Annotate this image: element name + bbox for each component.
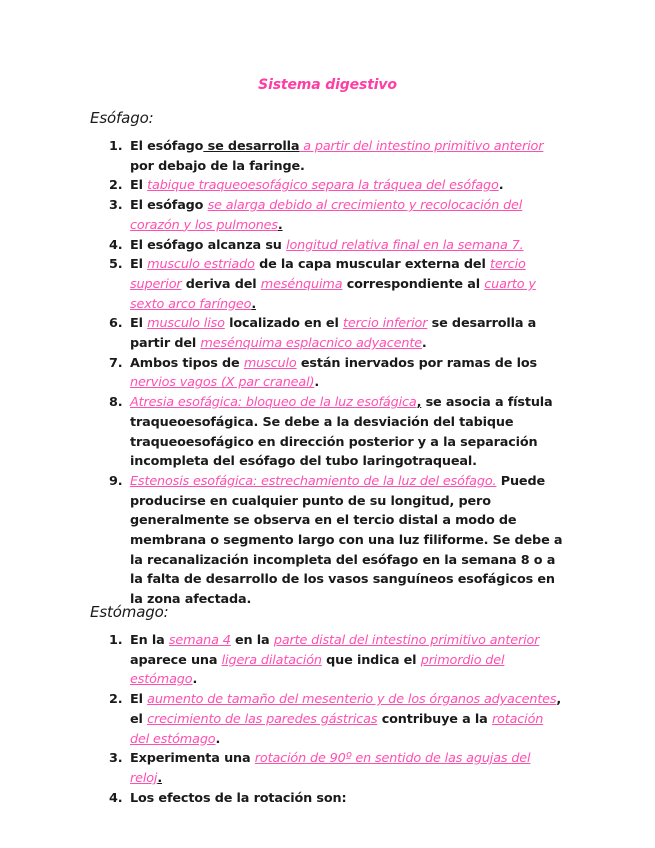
list-item-number: 3. <box>109 198 123 214</box>
item-text: . <box>157 770 163 786</box>
highlighted-term: aumento de tamaño del mesenterio y de los órganos adyacentes <box>147 692 557 708</box>
list-item <box>0 255 565 314</box>
estomago-list <box>0 631 655 808</box>
item-text: se desarrolla <box>203 139 300 154</box>
item-text: se asocia a fístula traqueoesofágica. Se debe a la desviación del tabique traqueoesofágico en dirección posterior y a la separación incompleta del esófago del tubo laringotraqueal. <box>130 395 553 470</box>
item-text: en la <box>230 633 274 648</box>
highlighted-term: mesénquima esplacnico adyacente <box>200 336 422 352</box>
esofago-list <box>0 137 655 610</box>
item-text: El <box>130 316 148 332</box>
item-text: , el <box>130 692 562 727</box>
list-item <box>0 176 565 196</box>
item-text: localizado en el <box>224 316 343 332</box>
item-text: . <box>277 217 283 233</box>
item-text: correspondiente al <box>342 276 485 292</box>
document-title: Sistema digestivo <box>258 77 397 93</box>
highlighted-term: tabique traqueoesofágico separa la tráquea del esófago <box>147 178 499 194</box>
item-text: deriva del <box>181 276 261 292</box>
item-text: . <box>251 296 257 312</box>
item-text: de la capa muscular externa del <box>254 257 490 273</box>
item-text: . <box>498 178 504 194</box>
highlighted-term: crecimiento de las paredes gástricas <box>147 711 378 727</box>
list-item-number: 4. <box>109 790 123 806</box>
item-text: En la <box>130 633 169 648</box>
list-item <box>0 472 565 610</box>
item-text: El <box>130 178 148 194</box>
item-text: . <box>421 336 427 352</box>
item-text: El <box>130 692 148 708</box>
highlighted-term: musculo <box>243 355 297 371</box>
list-item <box>0 789 565 809</box>
list-item <box>0 236 565 256</box>
item-text: que indica el <box>321 652 421 668</box>
item-text: El esófago <box>130 139 204 154</box>
list-item <box>0 354 565 393</box>
list-item-number: 1. <box>109 139 123 154</box>
list-item-number: 2. <box>109 692 123 708</box>
highlighted-term: semana 4 <box>168 633 231 648</box>
item-text: , <box>416 395 422 411</box>
highlighted-term: Atresia esofágica: bloqueo de la luz esofágica <box>130 395 417 411</box>
item-text: El esófago alcanza su <box>130 237 287 253</box>
list-item-number: 3. <box>109 751 123 767</box>
item-text: El <box>130 257 148 273</box>
item-text: . <box>192 672 198 688</box>
item-text: están inervados por ramas de los <box>296 355 537 371</box>
item-text: . <box>314 375 320 391</box>
list-item-number: 5. <box>109 257 123 273</box>
list-item-number: 8. <box>109 395 123 411</box>
list-item-number: 4. <box>109 237 123 253</box>
highlighted-term: mesénquima <box>260 276 343 292</box>
highlighted-term: se alarga debido al crecimiento y recolocación del corazón y los pulmones <box>130 198 523 233</box>
item-text: Puede producirse en cualquier punto de su longitud, pero generalmente se observa en el tercio distal a modo de membrana o segmento largo con una luz filiforme. Se debe a la recanalización incompleta del esófago en la semana 8 o a la falta de desarrollo de los vasos sanguíneos esofágicos en la zona afectada. <box>130 473 563 608</box>
highlighted-term: musculo liso <box>147 316 225 332</box>
highlighted-term: primordio del estómago <box>130 652 505 688</box>
highlighted-term: rotación del estómago <box>130 711 544 747</box>
list-item-number: 2. <box>109 178 123 194</box>
item-text: Experimenta una <box>130 751 255 767</box>
item-text: . <box>215 731 221 747</box>
item-text: Los efectos de la rotación son: <box>130 790 347 806</box>
list-item-number: 6. <box>109 316 123 332</box>
list-item-number: 7. <box>109 355 123 371</box>
list-item-number: 1. <box>109 633 123 648</box>
highlighted-term: Estenosis esofágica: estrechamiento de la luz del esófago. <box>130 473 497 489</box>
highlighted-term: tercio inferior <box>342 316 428 332</box>
list-item <box>0 393 565 472</box>
list-item <box>0 631 565 690</box>
item-text: aparece una <box>130 652 222 668</box>
highlighted-term: ligera dilatación <box>221 652 322 668</box>
list-item <box>0 137 565 176</box>
list-item <box>0 749 565 788</box>
list-item <box>0 690 565 749</box>
section-heading-estomago: Estómago: <box>90 603 169 621</box>
item-text: El esófago <box>130 198 208 214</box>
item-text: contribuye a la <box>377 711 492 727</box>
highlighted-term: parte distal del intestino primitivo anterior <box>273 633 540 648</box>
highlighted-term: nervios vagos (X par craneal) <box>130 375 315 391</box>
item-text: por debajo de la faringe. <box>130 158 305 174</box>
list-item <box>0 196 565 235</box>
section-heading-esofago: Esófago: <box>90 109 154 127</box>
highlighted-term: rotación de 90º en sentido de las agujas del reloj <box>130 751 531 786</box>
list-item <box>0 314 565 353</box>
highlighted-term: musculo estriado <box>147 257 255 273</box>
highlighted-term: a partir del intestino primitivo anterior <box>299 139 544 154</box>
highlighted-term: longitud relativa final en la semana 7. <box>286 237 524 253</box>
list-item-number: 9. <box>109 473 123 489</box>
item-text: Ambos tipos de <box>130 355 244 371</box>
highlighted-term: cuarto y sexto arco faríngeo <box>130 276 536 312</box>
highlighted-term: tercio superior <box>130 257 526 292</box>
item-text: se desarrolla a partir del <box>130 316 537 352</box>
